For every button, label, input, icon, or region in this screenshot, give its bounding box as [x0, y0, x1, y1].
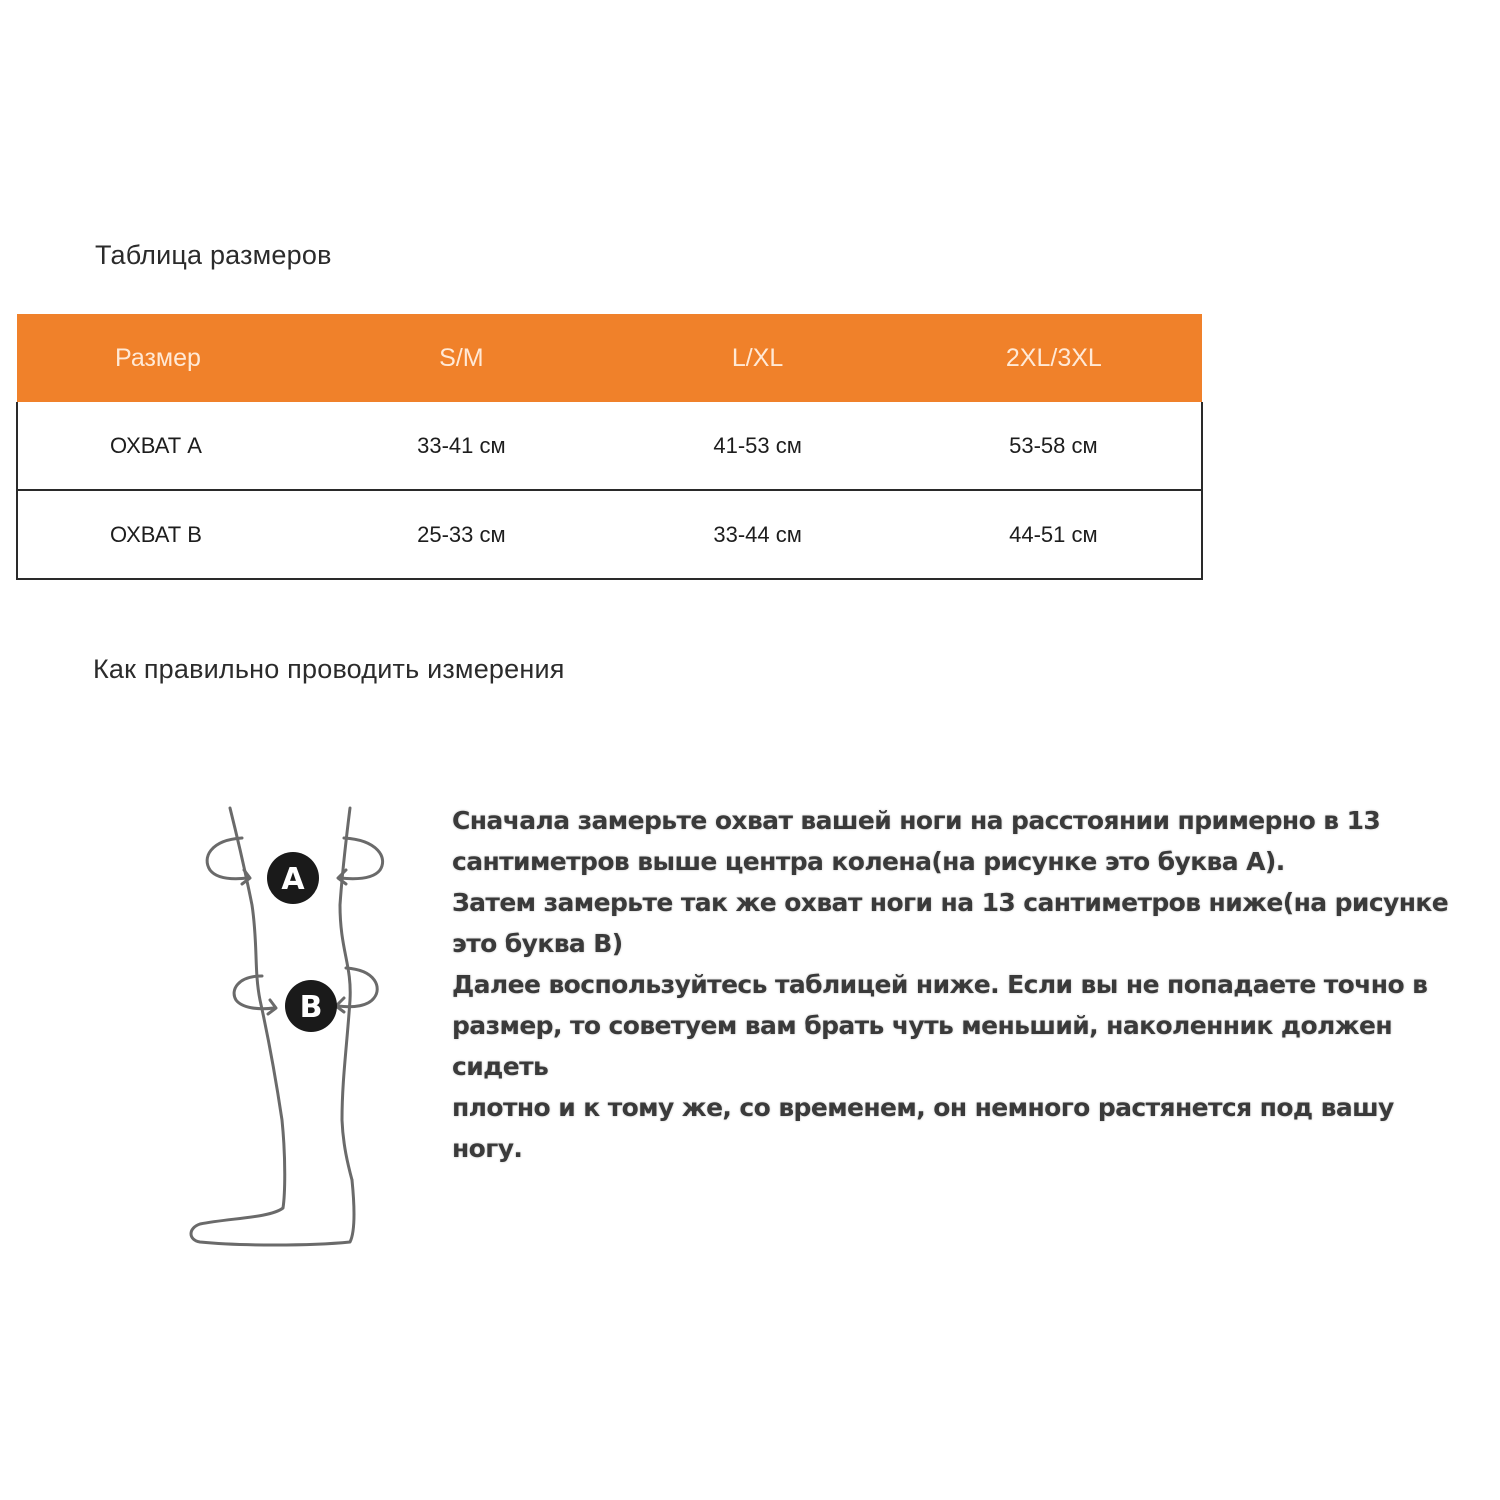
table-row	[17, 402, 1202, 490]
row-label-girth-b: ОХВАТ В	[17, 490, 313, 579]
table-cell: 25-33 см	[313, 490, 609, 579]
column-header-l-xl: L/XL	[610, 314, 906, 402]
column-header-s-m: S/M	[313, 314, 609, 402]
column-header-size: Размер	[17, 314, 313, 402]
table-cell: 33-44 см	[610, 490, 906, 579]
svg-text:A: A	[281, 862, 305, 897]
marker-b	[285, 980, 337, 1032]
table-cell: 41-53 см	[610, 402, 906, 490]
row-label-girth-a: ОХВАТ А	[17, 402, 313, 490]
instruction-step-2: Затем замерьте так же охват ноги на 13 сантиметров ниже(на рисунке это буква В)	[452, 888, 1449, 958]
size-table-header-row	[17, 314, 1202, 402]
measurement-heading: Как правильно проводить измерения	[93, 654, 565, 684]
marker-a	[267, 852, 319, 904]
arrow-b-right	[338, 968, 377, 1007]
size-table	[16, 314, 1203, 580]
leg-measurement-icon	[180, 800, 420, 1260]
leg-outline-right	[340, 808, 352, 1180]
instruction-step-3: Далее воспользуйтесь таблицей ниже. Если вы не попадаете точно в размер, то советуем вам брать чуть меньший, наколенник должен сидеть плотно и к тому же, со временем, он немного растянется под вашу ногу.	[452, 970, 1428, 1163]
table-cell: 44-51 см	[906, 490, 1202, 579]
svg-text:B: B	[299, 990, 323, 1025]
column-header-2xl-3xl: 2XL/3XL	[906, 314, 1202, 402]
arrow-b-left	[234, 976, 274, 1009]
size-table-title: Таблица размеров	[95, 240, 332, 270]
table-cell: 33-41 см	[313, 402, 609, 490]
instruction-step-1: Сначала замерьте охват вашей ноги на расстоянии примерно в 13 сантиметров выше центра колена(на рисунке это буква А).	[452, 806, 1381, 876]
measurement-instructions	[452, 800, 1452, 1169]
table-cell: 53-58 см	[906, 402, 1202, 490]
table-row	[17, 490, 1202, 579]
